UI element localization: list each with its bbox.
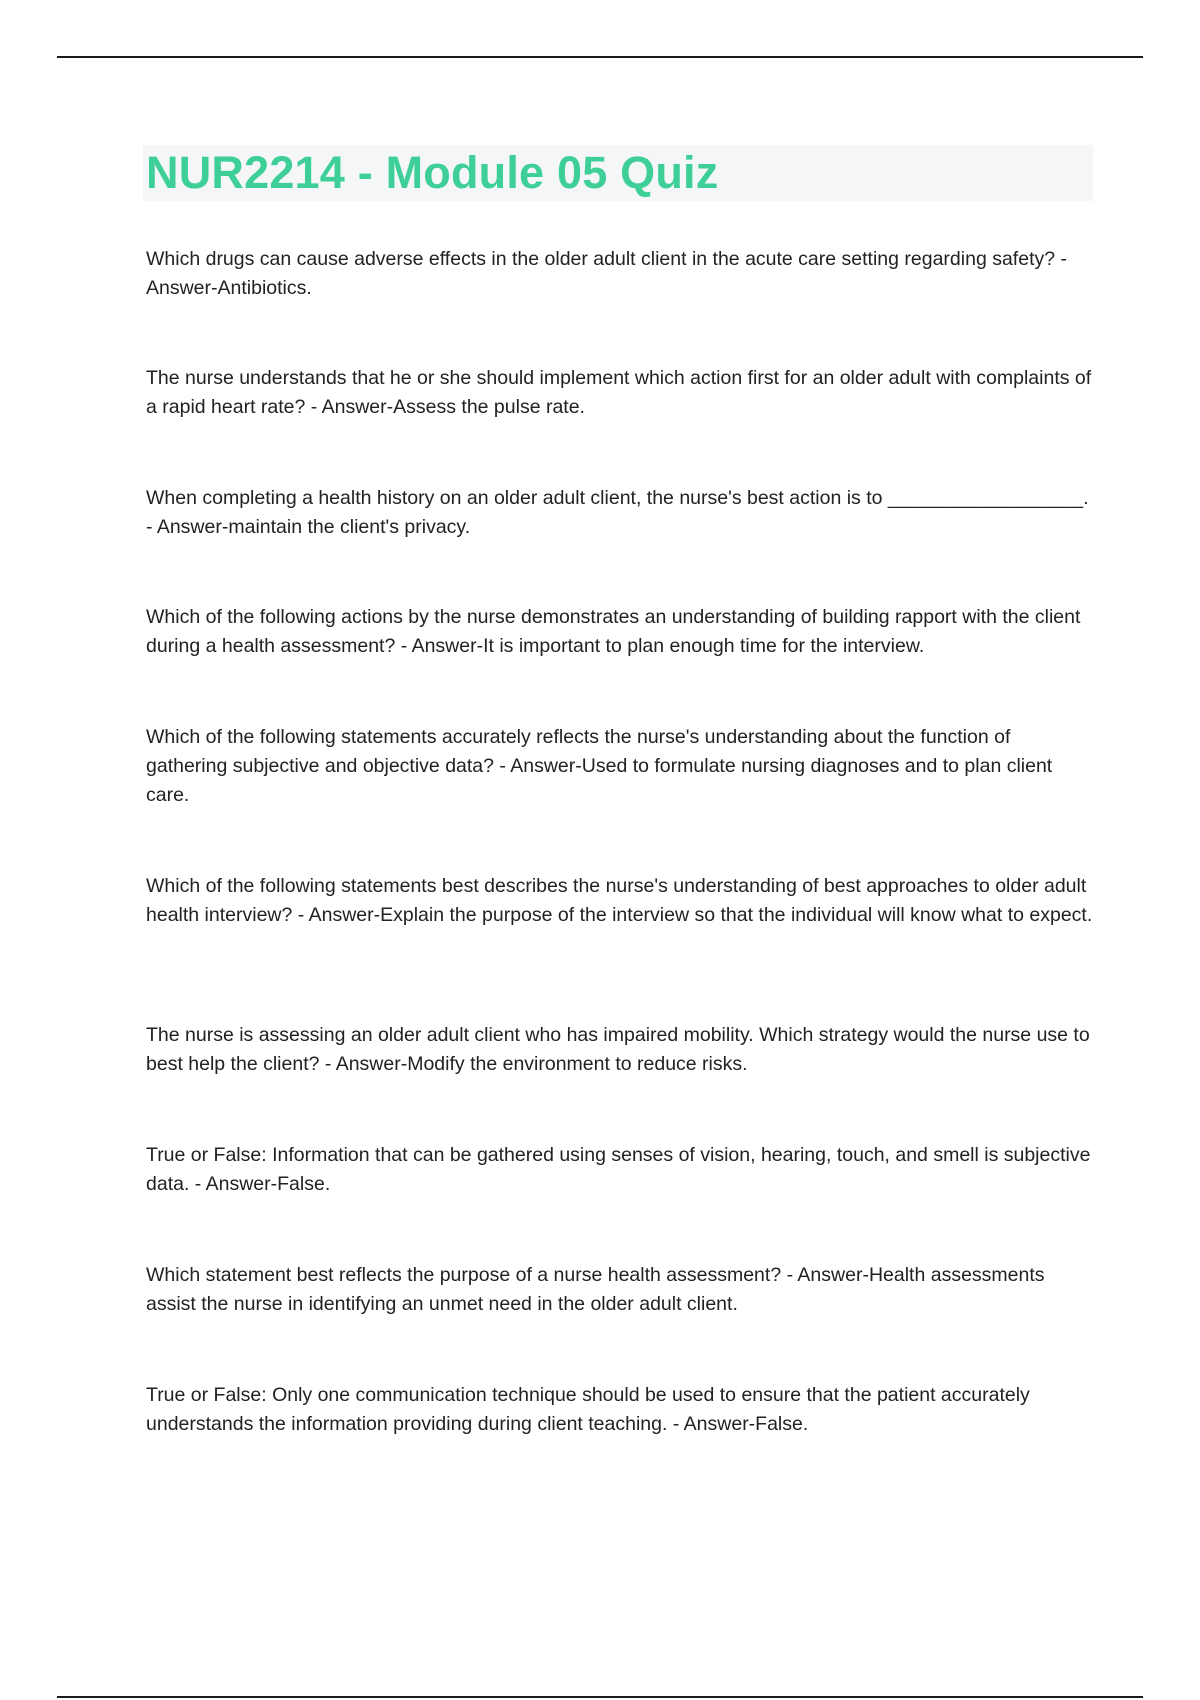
bottom-rule (57, 1696, 1143, 1698)
qa-item (146, 872, 1096, 930)
top-rule (57, 56, 1143, 58)
qa-item (146, 1261, 1096, 1319)
answer-text: - Answer-False. (189, 1173, 331, 1195)
question-text: Which of the following actions by the nurse demonstrates an understanding of building rapport with the client during a health assessment? (146, 606, 1081, 657)
answer-text: - Answer-Explain the purpose of the interview so that the individual will know what to expect. (292, 904, 1093, 926)
answer-text: - Answer-Assess the pulse rate. (305, 396, 585, 418)
question-text: Which of the following statements accurately reflects the nurse's understanding about the function of gathering subjective and objective data? (146, 726, 1011, 777)
question-text: True or False: Information that can be gathered using senses of vision, hearing, touch, and smell is subjective data. (146, 1144, 1091, 1195)
question-text: When completing a health history on an older adult client, the nurse's best action is to __________________. (146, 487, 1089, 509)
answer-text: - Answer-Modify the environment to reduce risks. (319, 1053, 748, 1075)
question-text: True or False: Only one communication technique should be used to ensure that the patient accurately understands the information providing during client teaching. (146, 1384, 1030, 1435)
answer-text: - Answer-Antibiotics. (146, 248, 1068, 299)
qa-item (146, 603, 1096, 661)
question-text: Which statement best reflects the purpose of a nurse health assessment? (146, 1264, 782, 1286)
qa-item (146, 245, 1096, 303)
qa-item (146, 364, 1096, 422)
answer-text: - Answer-Health assessments assist the nurse in identifying an unmet need in the older adult client. (146, 1264, 1045, 1315)
answer-text: - Answer-maintain the client's privacy. (146, 516, 471, 538)
qa-item (146, 1381, 1096, 1439)
answer-text: - Answer-It is important to plan enough time for the interview. (395, 635, 925, 657)
answer-text: - Answer-False. (667, 1413, 809, 1435)
question-text: The nurse understands that he or she should implement which action first for an older adult with complaints of a rapid heart rate? (146, 367, 1092, 418)
qa-item (146, 1021, 1096, 1079)
qa-item (146, 723, 1096, 810)
document-title: NUR2214 - Module 05 Quiz (146, 147, 719, 198)
qa-item (146, 1141, 1096, 1199)
answer-text: - Answer-Used to formulate nursing diagnoses and to plan client care. (146, 755, 1053, 806)
question-text: Which of the following statements best describes the nurse's understanding of best approaches to older adult health interview? (146, 875, 1087, 926)
qa-item (146, 484, 1096, 542)
question-text: The nurse is assessing an older adult client who has impaired mobility. Which strategy would the nurse use to best help the client? (146, 1024, 1090, 1075)
question-text: Which drugs can cause adverse effects in the older adult client in the acute care setting regarding safety? (146, 248, 1056, 270)
